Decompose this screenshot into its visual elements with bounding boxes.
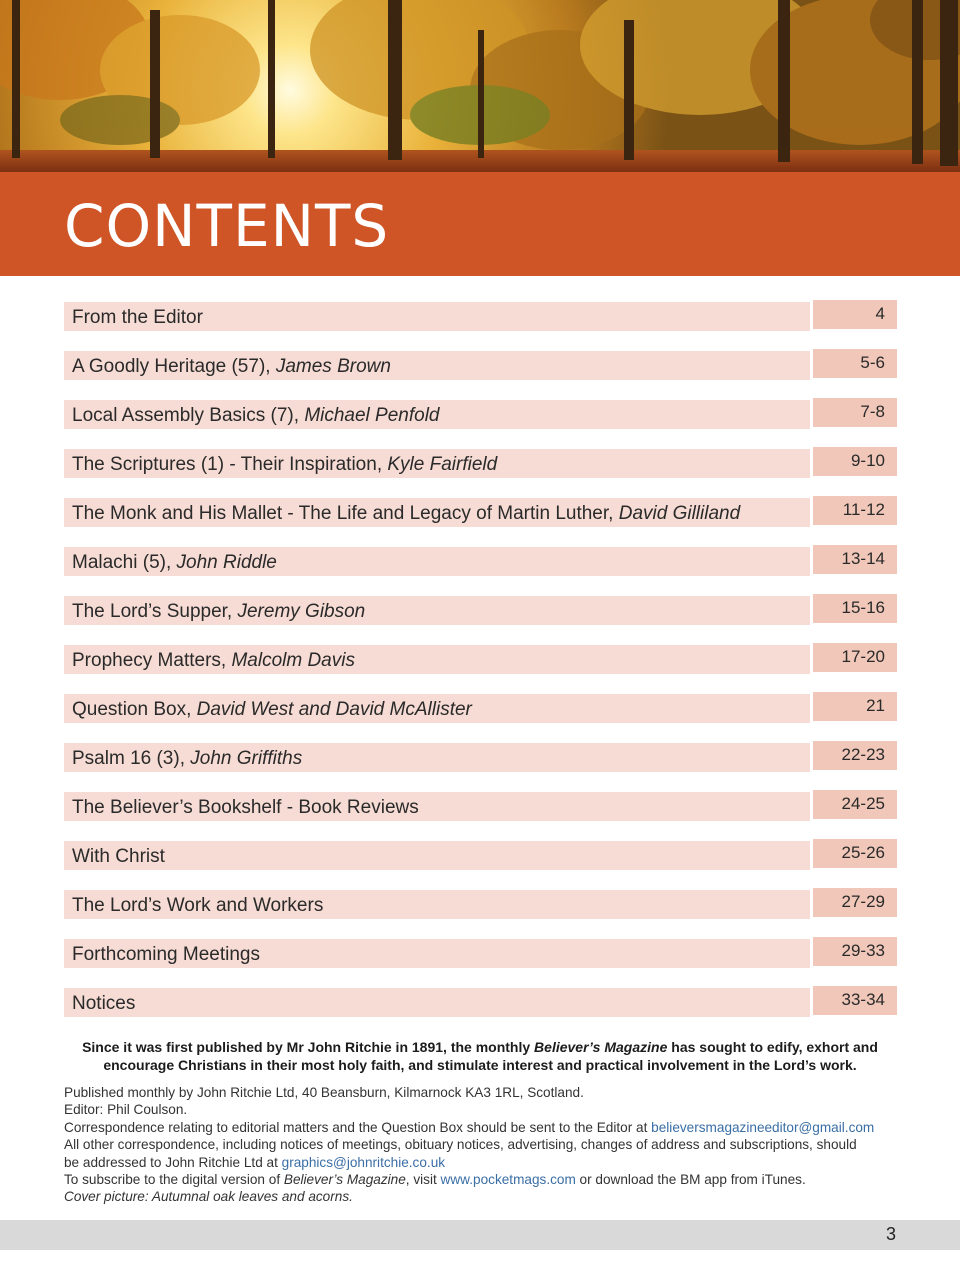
- article-title: The Believer’s Bookshelf - Book Reviews: [72, 797, 419, 818]
- magazine-name: Believer’s Magazine: [534, 1039, 668, 1055]
- cover-caption: [64, 1188, 914, 1205]
- subscribe-text-c: or download the BM app from iTunes.: [575, 1172, 806, 1188]
- toc-entry-title: [72, 454, 497, 476]
- toc-title-cell: [64, 302, 810, 331]
- toc-title-cell: [64, 400, 810, 429]
- toc-row[interactable]: [64, 496, 897, 527]
- toc-row[interactable]: [64, 349, 897, 380]
- subscribe-magazine-name: Believer’s Magazine: [283, 1172, 406, 1188]
- toc-page-cell: [813, 986, 897, 1015]
- page-range: 21: [866, 696, 885, 715]
- article-title: The Monk and His Mallet - The Life and Legacy of Martin Luther,: [72, 503, 619, 524]
- toc-row[interactable]: [64, 839, 897, 870]
- toc-row[interactable]: [64, 447, 897, 478]
- page-range: 33-34: [841, 990, 885, 1009]
- toc-page-cell: [813, 594, 897, 623]
- article-title: Prophecy Matters,: [72, 650, 232, 671]
- article-title: Notices: [72, 993, 136, 1014]
- article-title: From the Editor: [72, 307, 203, 328]
- toc-entry-title: [72, 650, 355, 672]
- editor-line: Editor: Phil Coulson.: [64, 1102, 188, 1118]
- page-number: 3: [885, 1224, 896, 1244]
- toc-title-cell: [64, 792, 810, 821]
- toc-title-cell: [64, 547, 810, 576]
- page-range: 11-12: [842, 500, 885, 519]
- toc-title-cell: [64, 498, 810, 527]
- page-range: 17-20: [841, 647, 885, 666]
- page-range: 9-10: [850, 451, 885, 470]
- subscribe-line: [64, 1171, 914, 1188]
- graphics-email-link[interactable]: graphics@johnritchie.co.uk: [281, 1154, 446, 1170]
- page-range: 15-16: [841, 598, 885, 617]
- toc-page-cell: [813, 447, 897, 476]
- pocketmags-link[interactable]: www.pocketmags.com: [440, 1172, 576, 1188]
- toc-title-cell: [64, 449, 810, 478]
- page-title: CONTENTS: [64, 192, 390, 260]
- article-title: With Christ: [72, 846, 165, 867]
- toc-row[interactable]: [64, 643, 897, 674]
- toc-row[interactable]: [64, 300, 897, 331]
- toc-title-cell: [64, 645, 810, 674]
- editorial-correspondence-text: Correspondence relating to editorial matters and the Question Box should be sent to the Editor at: [64, 1119, 652, 1135]
- toc-entry-title: [72, 699, 472, 721]
- article-author: David Gilliland: [618, 503, 741, 524]
- other-correspondence-line: All other correspondence, including notices of meetings, obituary notices, advertising, changes of address and subscriptions, should: [64, 1137, 857, 1153]
- toc-row[interactable]: [64, 398, 897, 429]
- toc-row[interactable]: [64, 986, 897, 1017]
- toc-title-cell: [64, 694, 810, 723]
- page-range: 7-8: [860, 402, 885, 421]
- toc-entry-title: [72, 895, 323, 917]
- address-text: be addressed to John Ritchie Ltd at: [64, 1154, 282, 1170]
- editor-email-link[interactable]: believersmagazineeditor@gmail.com: [651, 1119, 875, 1135]
- toc-entry-title: [72, 356, 391, 378]
- article-author: David West and David McAllister: [196, 699, 472, 720]
- article-author: Michael Penfold: [304, 405, 440, 426]
- cover-caption-text: Cover picture: Autumnal oak leaves and acorns.: [64, 1189, 353, 1205]
- toc-title-cell: [64, 988, 810, 1017]
- toc-title-cell: [64, 596, 810, 625]
- toc-row[interactable]: [64, 790, 897, 821]
- toc-entry-title: [72, 846, 165, 868]
- table-of-contents: [64, 300, 897, 1035]
- article-author: John Griffiths: [190, 748, 303, 769]
- page-range: 24-25: [841, 794, 885, 813]
- toc-row[interactable]: [64, 594, 897, 625]
- article-title: The Lord’s Supper,: [72, 601, 238, 622]
- toc-page-cell: [813, 300, 897, 329]
- subscribe-text-b: , visit: [405, 1172, 441, 1188]
- article-author: Malcolm Davis: [231, 650, 355, 671]
- publisher-line: Published monthly by John Ritchie Ltd, 40 Beansburn, Kilmarnock KA3 1RL, Scotland.: [64, 1085, 584, 1100]
- toc-page-cell: [813, 496, 897, 525]
- toc-title-cell: [64, 939, 810, 968]
- article-title: Forthcoming Meetings: [72, 944, 260, 965]
- toc-entry-title: [72, 748, 302, 770]
- page-range: 22-23: [841, 745, 885, 764]
- toc-entry-title: [72, 503, 740, 525]
- page-footer: [0, 1220, 960, 1250]
- article-author: James Brown: [275, 356, 391, 377]
- article-title: A Goodly Heritage (57),: [72, 356, 276, 377]
- toc-entry-title: [72, 944, 260, 966]
- toc-entry-title: [72, 601, 365, 623]
- subscribe-text-a: To subscribe to the digital version of: [64, 1172, 284, 1188]
- article-title: Psalm 16 (3),: [72, 748, 191, 769]
- article-author: Jeremy Gibson: [237, 601, 366, 622]
- page-range: 5-6: [860, 353, 885, 372]
- toc-title-cell: [64, 743, 810, 772]
- toc-page-cell: [813, 888, 897, 917]
- toc-page-cell: [813, 741, 897, 770]
- toc-row[interactable]: [64, 741, 897, 772]
- toc-title-cell: [64, 351, 810, 380]
- contents-banner: [0, 172, 960, 276]
- toc-page-cell: [813, 937, 897, 966]
- toc-entry-title: [72, 797, 419, 819]
- article-title: The Lord’s Work and Workers: [72, 895, 324, 916]
- page-range: 27-29: [841, 892, 885, 911]
- toc-page-cell: [813, 349, 897, 378]
- editorial-correspondence-line: [64, 1119, 914, 1136]
- toc-entry-title: [72, 307, 203, 329]
- toc-row[interactable]: [64, 937, 897, 968]
- address-line: [64, 1154, 914, 1171]
- article-title: The Scriptures (1) - Their Inspiration,: [72, 454, 388, 475]
- toc-row[interactable]: [64, 888, 897, 919]
- mission-text-start: Since it was first published by Mr John Ritchie in 1891, the monthly: [82, 1039, 535, 1055]
- mission-text-end: has sought to edify, exhort and encourage Christians in their most holy faith, and stimulate interest and practical involvement in the Lord’s work.: [103, 1039, 878, 1073]
- page-range: 13-14: [841, 549, 885, 568]
- mission-statement: [64, 1038, 896, 1074]
- article-title: Local Assembly Basics (7),: [72, 405, 305, 426]
- article-author: John Riddle: [176, 552, 277, 573]
- toc-title-cell: [64, 841, 810, 870]
- toc-row[interactable]: [64, 692, 897, 723]
- page-range: 29-33: [841, 941, 885, 960]
- toc-entry-title: [72, 993, 135, 1015]
- toc-entry-title: [72, 405, 440, 427]
- toc-entry-title: [72, 552, 277, 574]
- publication-info: [64, 1084, 914, 1206]
- toc-page-cell: [813, 398, 897, 427]
- hero-image: [0, 0, 960, 172]
- autumn-forest-image: [0, 0, 960, 172]
- article-title: Question Box,: [72, 699, 197, 720]
- toc-row[interactable]: [64, 545, 897, 576]
- page-range: 4: [875, 304, 885, 323]
- toc-page-cell: [813, 643, 897, 672]
- article-title: Malachi (5),: [72, 552, 177, 573]
- toc-page-cell: [813, 790, 897, 819]
- toc-title-cell: [64, 890, 810, 919]
- article-author: Kyle Fairfield: [387, 454, 498, 475]
- toc-page-cell: [813, 545, 897, 574]
- toc-page-cell: [813, 692, 897, 721]
- page-range: 25-26: [841, 843, 885, 862]
- toc-page-cell: [813, 839, 897, 868]
